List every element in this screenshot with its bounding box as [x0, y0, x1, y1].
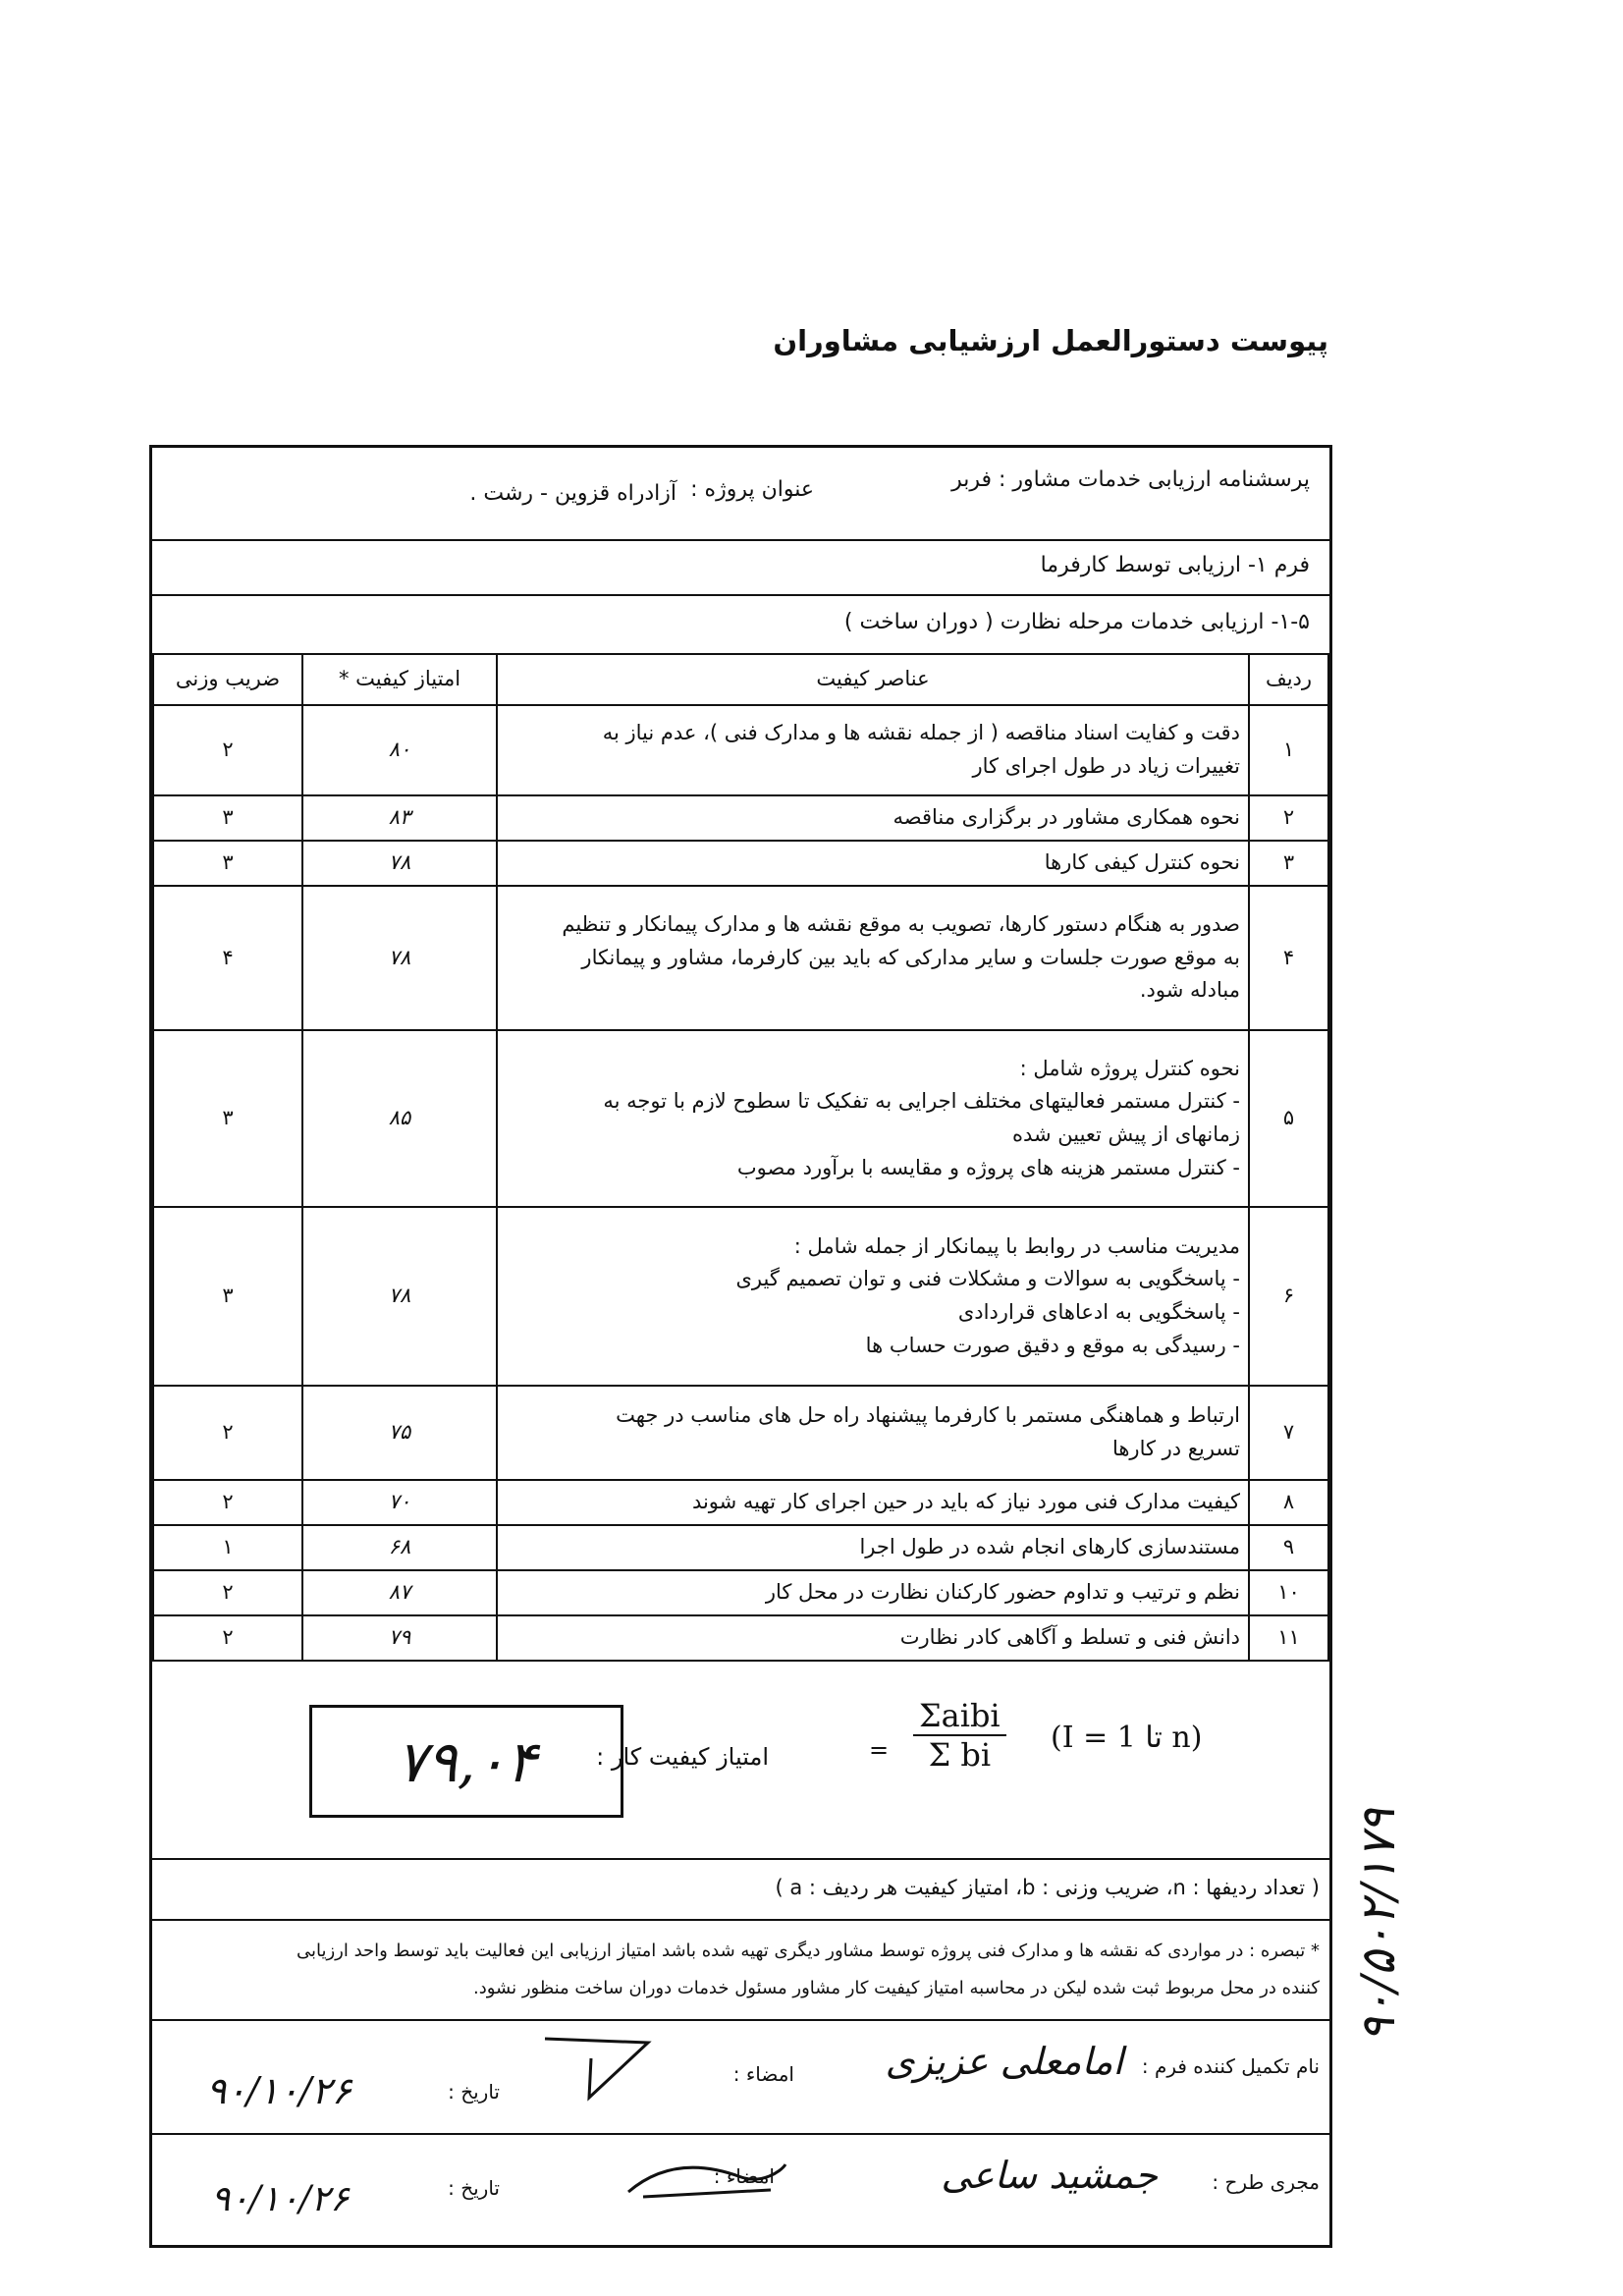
row-weight: ۲: [153, 1480, 302, 1525]
filler-date: ۹۰/۱۰/۲۶: [206, 2069, 352, 2112]
row-index: ۲: [1249, 795, 1328, 841]
row-element: [497, 795, 1249, 841]
element-line: نحوه همکاری مشاور در برگزاری مناقصه: [893, 805, 1240, 830]
row-score: ۷۸: [302, 886, 497, 1030]
formula-label: امتیاز کیفیت کار :: [596, 1743, 769, 1771]
element-line: به موقع صورت جلسات و سایر مدارکی که باید بین کارفرما، مشاور و پیمانکار: [581, 945, 1240, 969]
element-line: مبادله شود.: [1139, 978, 1240, 1003]
filler-label: نام تکمیل کننده فرم :: [1141, 2054, 1320, 2078]
element-line: نحوه کنترل کیفی کارها: [1044, 850, 1240, 875]
filler-sign-label: امضاء :: [732, 2062, 794, 2086]
row-index: ۱۰: [1249, 1570, 1328, 1615]
executor-date: ۹۰/۱۰/۲۶: [211, 2179, 350, 2219]
row-index: ۱۱: [1249, 1615, 1328, 1661]
element-line: کیفیت مدارک فنی مورد نیاز که باید در حین اجرای کار تهیه شوند: [691, 1490, 1240, 1514]
row-weight: ۱: [153, 1525, 302, 1570]
row-element: [497, 841, 1249, 886]
total-score-box: ۷۹,۰۴: [309, 1705, 623, 1818]
row-score: ۷۰: [302, 1480, 497, 1525]
filler-name: امامعلی عزیزی: [885, 2040, 1123, 2083]
row-score: ۸۳: [302, 795, 497, 841]
element-line: تغییرات زیاد در طول اجرای کار: [972, 754, 1240, 778]
legend-text: ( تعداد ردیفها : n، ضریب وزنی : b، امتیاز کیفیت هر ردیف : a ): [775, 1876, 1320, 1899]
element-line: نحوه کنترل پروژه شامل :: [1019, 1056, 1240, 1080]
row-element: [497, 1525, 1249, 1570]
row-weight: ۲: [153, 1386, 302, 1480]
element-line: صدور به هنگام دستور کارها، تصویب به موقع نقشه ها و مدارک پیمانکار و تنظیم: [562, 912, 1240, 937]
row-score: ۷۵: [302, 1386, 497, 1480]
element-line: - رسیدگی به موقع و دقیق صورت حساب ها: [865, 1333, 1240, 1357]
formula-fraction: [913, 1697, 1006, 1774]
executor-date-label: تاریخ :: [448, 2176, 500, 2200]
row-index: ۹: [1249, 1525, 1328, 1570]
remark-line-2: کننده در محل مربوط ثبت شده لیکن در محاسبه امتیاز کیفیت کار مشاور مسئول خدمات دوران ساخت منظور نشود.: [473, 1978, 1320, 1998]
table-row: [153, 1570, 1328, 1615]
row-score: ۷۸: [302, 841, 497, 886]
row-weight: ۲: [153, 1570, 302, 1615]
form-info-band: [152, 448, 1329, 541]
element-line: تسریع در کارها: [1111, 1437, 1240, 1460]
row-score: ۸۷: [302, 1570, 497, 1615]
header-index: ردیف: [1249, 654, 1328, 705]
row-element: [497, 1615, 1249, 1661]
table-row: [153, 886, 1328, 1030]
table-row: [153, 1480, 1328, 1525]
element-line: - کنترل مستمر هزینه های پروژه و مقایسه با برآورد مصوب: [736, 1155, 1240, 1179]
row-element: [497, 1570, 1249, 1615]
row-weight: ۴: [153, 886, 302, 1030]
element-line: زمانهای از پیش تعیین شده: [1011, 1122, 1240, 1146]
row-element: [497, 1030, 1249, 1207]
project-title-label: عنوان پروژه :: [690, 477, 814, 502]
evaluation-form: [149, 445, 1332, 2248]
remark-line-1: * تبصره : در مواردی که نقشه ها و مدارک فنی پروژه توسط مشاور دیگری تهیه شده باشد امتیاز ارزیابی این فعالیت باید توسط واحد ارزیابی: [296, 1941, 1320, 1961]
row-index: ۷: [1249, 1386, 1328, 1480]
page-title: پیوست دستورالعمل ارزشیابی مشاوران: [773, 324, 1328, 357]
table-row: [153, 795, 1328, 841]
table-header-row: [153, 654, 1328, 705]
header-weight: ضریب وزنی: [153, 654, 302, 705]
element-line: - پاسخگویی به سوالات و مشکلات فنی و توان تصمیم گیری: [735, 1267, 1240, 1291]
element-line: - کنترل مستمر فعالیتهای مختلف اجرایی به تفکیک تا سطوح لازم با توجه به: [603, 1089, 1240, 1114]
section-label: ۱-۵- ارزیابی خدمات مرحله نظارت ( دوران ساخت ): [843, 610, 1310, 634]
table-row: [153, 1615, 1328, 1661]
executor-label: مجری طرح :: [1212, 2170, 1320, 2194]
quality-table: [152, 653, 1329, 1662]
row-weight: ۳: [153, 795, 302, 841]
row-index: ۸: [1249, 1480, 1328, 1525]
element-line: نظم و ترتیب و تداوم حضور کارکنان نظارت در محل کار: [765, 1580, 1240, 1605]
row-element: [497, 1480, 1249, 1525]
row-score: ۸۰: [302, 705, 497, 795]
section-band: [152, 596, 1329, 653]
formula-equals: =: [869, 1736, 890, 1764]
element-line: مدیریت مناسب در روابط با پیمانکار از جمله شامل :: [793, 1233, 1240, 1258]
row-element: [497, 1207, 1249, 1386]
header-element: عناصر کیفیت: [497, 654, 1249, 705]
row-weight: ۳: [153, 841, 302, 886]
row-weight: ۳: [153, 1030, 302, 1207]
row-score: ۷۸: [302, 1207, 497, 1386]
row-weight: ۲: [153, 1615, 302, 1661]
row-index: ۴: [1249, 886, 1328, 1030]
margin-note: ۹۰/۵۰۲/۱۷۹: [1351, 1808, 1406, 2043]
questionnaire-label: پرسشنامه ارزیابی خدمات مشاور : فربر: [951, 467, 1310, 492]
table-row: [153, 1525, 1328, 1570]
formula-range: (I = 1 تا n): [1051, 1721, 1203, 1755]
row-index: ۱: [1249, 705, 1328, 795]
table-row: [153, 1207, 1328, 1386]
form-type-band: [152, 541, 1329, 596]
formula-numerator: Σaibi: [913, 1697, 1006, 1736]
row-element: [497, 705, 1249, 795]
element-line: دقت و کفایت اسناد مناقصه ( از جمله نقشه ها و مدارک فنی )، عدم نیاز به: [602, 721, 1240, 745]
table-row: [153, 841, 1328, 886]
executor-name: جمشید ساعی: [941, 2154, 1158, 2197]
executor-signature: [623, 2153, 790, 2212]
element-line: دانش فنی و تسلط و آگاهی کادر نظارت: [899, 1625, 1240, 1650]
row-element: [497, 1386, 1249, 1480]
row-element: [497, 886, 1249, 1030]
element-line: - پاسخگویی به ادعاهای قراردادی: [957, 1300, 1240, 1324]
row-index: ۶: [1249, 1207, 1328, 1386]
header-score: امتیاز کیفیت *: [302, 654, 497, 705]
element-line: مستندسازی کارهای انجام شده در طول اجرا: [859, 1535, 1240, 1559]
row-score: ۸۵: [302, 1030, 497, 1207]
project-title-value: آزادراه قزوین - رشت .: [469, 481, 676, 506]
row-index: ۵: [1249, 1030, 1328, 1207]
legend-band: [152, 1860, 1329, 1921]
row-score: ۷۹: [302, 1615, 497, 1661]
table-row: [153, 1030, 1328, 1207]
form-label: فرم ۱- ارزیابی توسط کارفرما: [1040, 553, 1310, 577]
executor-band: [152, 2135, 1329, 2248]
row-index: ۳: [1249, 841, 1328, 886]
table-row: [153, 705, 1328, 795]
element-line: ارتباط و هماهنگی مستمر با کارفرما پیشنهاد راه حل های مناسب در جهت: [616, 1403, 1240, 1428]
remark-band: [152, 1921, 1329, 2021]
table-row: [153, 1386, 1328, 1480]
row-weight: ۲: [153, 705, 302, 795]
filler-date-label: تاریخ :: [448, 2080, 500, 2104]
filler-band: [152, 2021, 1329, 2135]
filler-signature: [540, 2029, 658, 2107]
row-weight: ۳: [153, 1207, 302, 1386]
formula-denominator: Σ bi: [928, 1736, 992, 1774]
row-score: ۶۸: [302, 1525, 497, 1570]
executor-sign-label: امضاء :: [713, 2164, 775, 2188]
